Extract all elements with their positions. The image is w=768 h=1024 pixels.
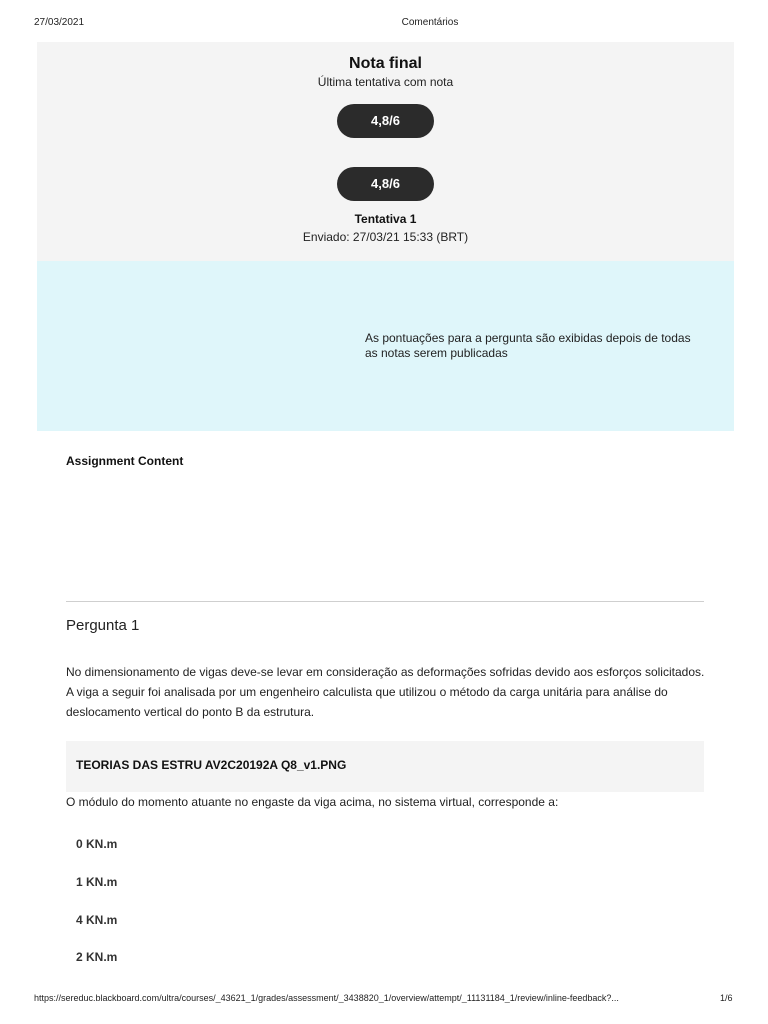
question-text: No dimensionamento de vigas deve-se levar em consideração as deformações sofridas devido aos esforços solicitados. A viga a seguir foi analisada por um engenheiro calculista que utilizou o método da carga unitária para análise do deslocamento vertical do ponto B da estrutura. bbox=[66, 665, 705, 719]
attempt-score-pill[interactable]: 4,8/6 bbox=[337, 167, 434, 201]
grade-title: Nota final bbox=[349, 55, 422, 72]
answer-option[interactable]: 0 KN.m bbox=[76, 837, 118, 851]
grade-subtitle: Última tentativa com nota bbox=[317, 75, 454, 89]
section-divider bbox=[66, 601, 704, 602]
page-number: 1/6 bbox=[720, 993, 733, 1003]
print-header bbox=[0, 17, 768, 31]
print-footer bbox=[0, 993, 768, 1007]
image-filename: TEORIAS DAS ESTRU AV2C20192A Q8_v1.PNG bbox=[76, 758, 347, 772]
answer-option[interactable]: 1 KN.m bbox=[76, 875, 118, 889]
attempt-submitted-date: Enviado: 27/03/21 15:33 (BRT) bbox=[302, 230, 469, 244]
final-score-pill[interactable]: 4,8/6 bbox=[337, 104, 434, 138]
assignment-content-heading: Assignment Content bbox=[66, 454, 184, 468]
question-image-placeholder bbox=[66, 741, 704, 792]
attempt-title: Tentativa 1 bbox=[354, 212, 417, 226]
print-title: Comentários bbox=[401, 17, 459, 28]
score-notice-text: As pontuações para a pergunta são exibidas depois de todas as notas serem publicadas bbox=[365, 331, 691, 360]
score-notice-panel bbox=[37, 261, 734, 431]
question-prompt: O módulo do momento atuante no engaste da viga acima, no sistema virtual, corresponde a: bbox=[66, 795, 559, 809]
print-url: https://sereduc.blackboard.com/ultra/courses/_43621_1/grades/assessment/_3438820_1/overview/attempt/_11131184_1/review/inline-feedback?... bbox=[34, 993, 619, 1003]
print-date: 27/03/2021 bbox=[34, 17, 85, 28]
answer-option[interactable]: 4 KN.m bbox=[76, 913, 118, 927]
grade-panel bbox=[37, 42, 734, 261]
question-title: Pergunta 1 bbox=[66, 617, 140, 634]
answer-option[interactable]: 2 KN.m bbox=[76, 950, 118, 964]
